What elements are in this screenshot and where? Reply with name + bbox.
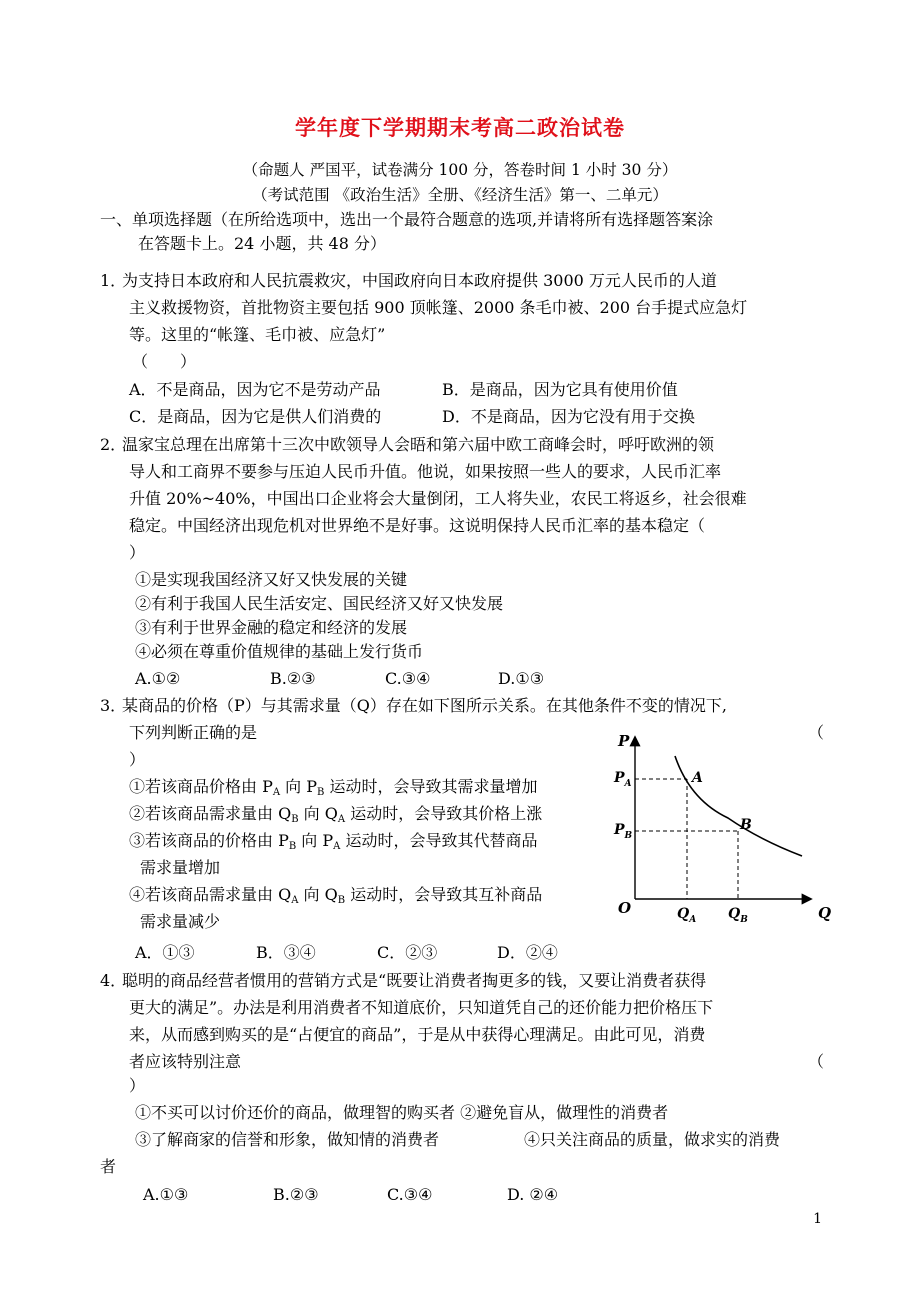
q2-number: 2． — [100, 435, 127, 454]
q4-option-c[interactable]: C.③④ — [387, 1185, 433, 1204]
q1-stem-line2: 主义救援物资，首批物资主要包括 900 顶帐篷、2000 条毛巾被、200 台手提式应急灯 — [129, 298, 748, 317]
q3-stem-line2: 下列判断正确的是 — [129, 723, 258, 742]
q1-option-b[interactable]: B．是商品，因为它具有使用价值 — [442, 380, 678, 399]
q4-option-a[interactable]: A.①③ — [143, 1185, 189, 1204]
q3-bracket-open: （ — [808, 723, 825, 742]
point-b-label: B — [740, 817, 752, 833]
q2-item-4: ④必须在尊重价值规律的基础上发行货币 — [135, 642, 424, 661]
pb-label: $P_B$ — [614, 822, 633, 841]
q1-option-d[interactable]: D．不是商品，因为它没有用于交换 — [442, 407, 695, 426]
q3-item-3-cont: 需求量增加 — [140, 858, 221, 877]
qb-label: $Q_B$ — [728, 906, 748, 925]
q4-item-3: ③了解商家的信誉和形象，做知情的消费者 — [135, 1130, 440, 1149]
q1-stem-line3: 等。这里的“帐篷、毛巾被、应急灯” — [129, 325, 386, 344]
q3-option-b[interactable]: B．③④ — [256, 943, 316, 962]
point-a-label: A — [692, 770, 703, 786]
q3-number: 3． — [100, 696, 127, 715]
q1-answer-bracket: （ ） — [132, 352, 197, 371]
q2-item-2: ②有利于我国人民生活安定、国民经济又好又快发展 — [135, 594, 504, 613]
y-axis-label: P — [618, 732, 630, 750]
q2-option-a[interactable]: A.①② — [135, 669, 181, 688]
page-number: 1 — [813, 1211, 822, 1227]
q3-option-a[interactable]: A．①③ — [135, 943, 195, 962]
section-heading: 一、单项选择题（在所给选项中，选出一个最符合题意的选项,并请将所有选择题答案涂 — [100, 210, 714, 229]
q3-item-1: ①若该商品价格由 $P_A$ 向 $P_B$ 运动时，会导致其需求量增加 — [129, 777, 538, 798]
exam-title: 学年度下学期期末考高二政治试卷 — [295, 115, 625, 140]
q2-item-1: ①是实现我国经济又好又快发展的关键 — [135, 570, 408, 589]
q1-stem-line1: 1．为支持日本政府和人民抗震救灾，中国政府向日本政府提供 3000 万元人民币的人道 — [100, 269, 717, 293]
q4-option-d[interactable]: D. ②④ — [507, 1185, 559, 1204]
section-heading-cont: 在答题卡上。24 小题，共 48 分） — [138, 234, 386, 253]
q4-stem-line2: 更大的满足”。办法是利用消费者不知道底价，只知道凭自己的还价能力把价格压下 — [129, 998, 714, 1017]
q1-option-c[interactable]: C．是商品，因为它是供人们消费的 — [129, 407, 382, 426]
q3-option-d[interactable]: D．②④ — [497, 943, 558, 962]
q2-option-b[interactable]: B.②③ — [270, 669, 316, 688]
q3-stem-line1: 3．某商品的价格（P）与其需求量（Q）存在如下图所示关系。在其他条件不变的情况下, — [100, 694, 727, 718]
q4-item-4-cont: 者 — [100, 1157, 117, 1176]
pa-label: $P_A$ — [614, 770, 632, 789]
q3-item-4: ④若该商品需求量由 $Q_A$ 向 $Q_B$ 运动时，会导致其互补商品 — [129, 885, 543, 906]
q4-stem-line4: 者应该特别注意 — [129, 1052, 242, 1071]
q1-number: 1． — [100, 271, 127, 290]
q3-item-3: ③若该商品的价格由 $P_B$ 向 $P_A$ 运动时，会导致其代替商品 — [129, 831, 538, 852]
origin-label: O — [618, 899, 632, 917]
q2-stem-line3: 升值 20%~40%，中国出口企业将会大量倒闭，工人将失业，农民工将返乡，社会很难 — [129, 489, 747, 508]
q3-item-2: ②若该商品需求量由 $Q_B$ 向 $Q_A$ 运动时，会导致其价格上涨 — [129, 804, 543, 825]
q2-stem-line4: 稳定。中国经济出现危机对世界绝不是好事。这说明保持人民币汇率的基本稳定（ — [129, 516, 706, 535]
q4-items-1-2: ①不买可以讨价还价的商品，做理智的购买者 ②避免盲从，做理性的消费者 — [135, 1103, 669, 1122]
q3-bracket-close: ） — [129, 750, 146, 769]
q4-bracket-open: （ — [808, 1052, 825, 1071]
q3-item-4-cont: 需求量减少 — [140, 912, 221, 931]
q4-stem-line1: 4．聪明的商品经营者惯用的营销方式是“既要让消费者掏更多的钱，又要让消费者获得 — [100, 969, 706, 993]
q2-stem-line1: 2．温家宝总理在出席第十三次中欧领导人会晤和第六届中欧工商峰会时，呼吁欧洲的领 — [100, 433, 714, 457]
q4-stem-line3: 来，从而感到购买的是“占便宜的商品”，于是从中获得心理满足。由此可见，消费 — [129, 1025, 706, 1044]
q4-bracket-close: ） — [129, 1076, 146, 1095]
exam-meta-scope: （考试范围 《政治生活》全册、《经济生活》第一、二单元） — [252, 186, 668, 204]
q2-option-c[interactable]: C.③④ — [385, 669, 431, 688]
q4-option-b[interactable]: B.②③ — [273, 1185, 319, 1204]
qa-label: $Q_A$ — [677, 906, 697, 925]
demand-curve-graph — [600, 728, 840, 928]
q4-item-4: ④只关注商品的质量，做求实的消费 — [524, 1130, 781, 1149]
x-axis-label: Q — [818, 904, 832, 922]
q2-option-d[interactable]: D.①③ — [498, 669, 545, 688]
q1-option-a[interactable]: A．不是商品，因为它不是劳动产品 — [129, 380, 381, 399]
q2-stem-line5: ） — [129, 543, 146, 562]
exam-meta-author: （命题人 严国平，试卷满分 100 分，答卷时间 1 小时 30 分） — [242, 161, 678, 179]
q2-stem-line2: 导人和工商界不要参与压迫人民币升值。他说，如果按照一些人的要求，人民币汇率 — [129, 462, 722, 481]
q3-option-c[interactable]: C．②③ — [377, 943, 438, 962]
q2-item-3: ③有利于世界金融的稳定和经济的发展 — [135, 618, 408, 637]
q4-number: 4． — [100, 971, 127, 990]
